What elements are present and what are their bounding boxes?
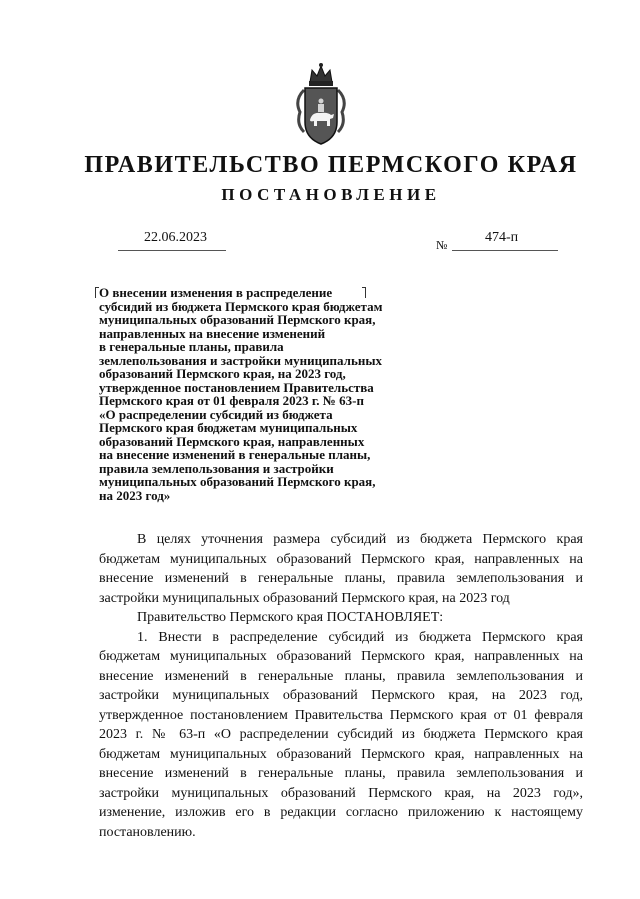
subject-line: субсидий из бюджета Пермского края бюджетам [99,298,383,314]
subject-line: правила землепользования и застройки [99,460,334,476]
resolves-paragraph: Правительство Пермского края ПОСТАНОВЛЯЕТ: [137,610,444,625]
subject-line: Пермского края от 01 февраля 2023 г. № 63-п [99,393,364,408]
number-field [452,228,558,251]
coat-of-arms-icon [290,60,352,148]
subject-line: на 2023 год» [99,487,171,503]
subject-line: муниципальных образований Пермского края, [99,474,376,489]
document-date: 22.06.2023 [144,230,207,245]
subject-line: образований Пермского края, на 2023 год, [99,366,346,381]
date-field [118,228,226,251]
subject-line: муниципальных образований Пермского края, [99,312,376,327]
subject-line: на внесение изменений в генеральные планы, [99,447,371,462]
subject-line: Пермского края бюджетам муниципальных [99,420,358,435]
subject-line: утвержденное постановлением Правительства [99,379,374,395]
subject-line: образований Пермского края, направленных [99,433,365,449]
document-type: ПОСТАНОВЛЕНИЕ [221,185,441,204]
subject-line: в генеральные планы, правила [99,339,284,354]
subject-line: О внесении изменения в распределение [99,285,333,300]
document-body [99,530,583,842]
item-1-paragraph: 1. Внести в распределение субсидий из бюджета Пермского края бюджетам муниципальных образований Пермского края, направленных на внесение изменений в генеральные планы, правила землепользования и застройки муниципальных образований Пермского края, на 2023 год, утвержденное постановлением Правительства Пермского края от 01 февраля 2023 г. № 63-п «О распределении субсидий из бюджета Пермского края бюджетам муниципальных образований Пермского края, направленных на внесение изменений в генеральные планы, правила землепользования и застройки муниципальных образований Пермского края, на 2023 год», изменение, изложив его в редакции согласно приложению к настоящему постановлению. [99,629,583,840]
subject-line: землепользования и застройки муниципальных [99,352,382,368]
subject-bracket-right [362,287,366,298]
subject-line: направленных на внесение изменений [99,325,326,341]
document-number: 474-п [485,230,519,245]
subject-bracket-left [95,287,99,298]
document-subject [99,286,389,502]
organization-title: ПРАВИТЕЛЬСТВО ПЕРМСКОГО КРАЯ [84,152,578,178]
number-sign: № [436,238,448,252]
preamble-paragraph: В целях уточнения размера субсидий из бюджета Пермского края бюджетам муниципальных образований Пермского края, направленных на внесение изменений в генеральные планы, правила землепользования и застройки муниципальных образований Пермского края, на 2023 год [99,532,583,606]
subject-line: «О распределении субсидий из бюджета [99,406,333,422]
